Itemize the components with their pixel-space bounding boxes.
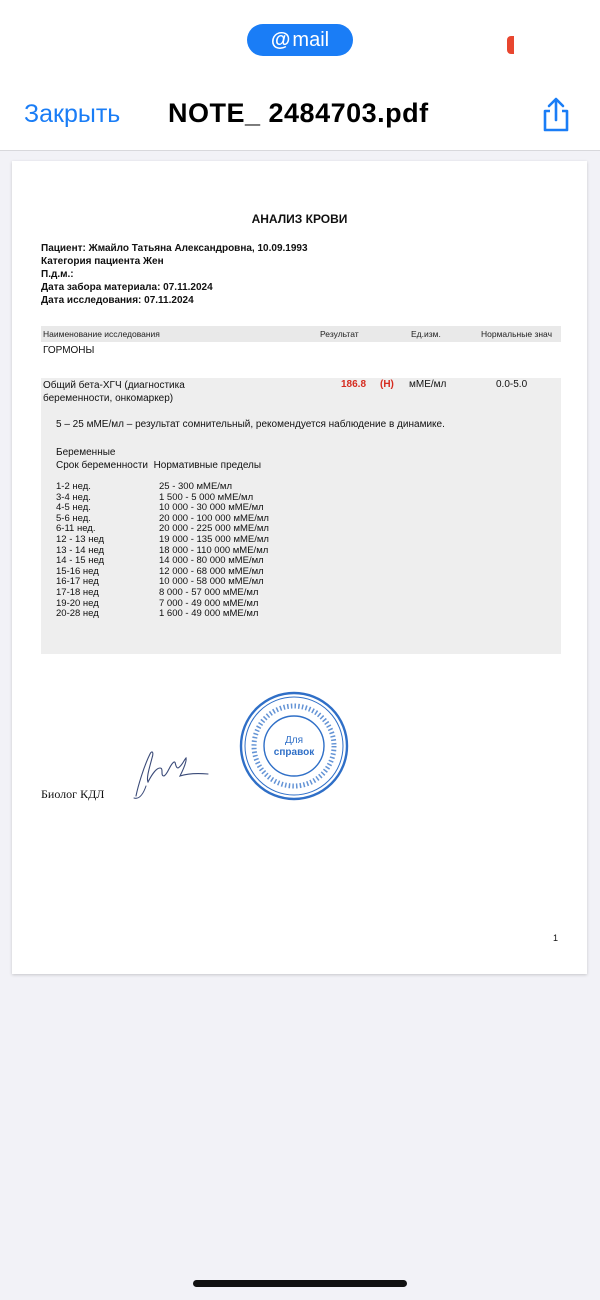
svg-text:справок: справок bbox=[273, 747, 315, 758]
header-normal: Нормальные знач bbox=[481, 329, 553, 339]
range-value: 1 600 - 49 000 мМЕ/мл bbox=[159, 608, 259, 620]
range-value: 14 000 - 80 000 мМЕ/мл bbox=[159, 555, 264, 567]
share-icon bbox=[538, 96, 574, 136]
range-week: 12 - 13 нед bbox=[56, 533, 105, 545]
patient-line: Дата забора материала: 07.11.2024 bbox=[41, 282, 213, 293]
file-title: NOTE_ 2484703.pdf bbox=[168, 98, 429, 128]
range-week: 6-11 нед. bbox=[56, 523, 96, 535]
range-value: 19 000 - 135 000 мМЕ/мл bbox=[159, 533, 269, 545]
range-week: 14 - 15 нед bbox=[56, 555, 105, 567]
pregnancy-heading bbox=[56, 446, 261, 472]
pregnancy-columns bbox=[56, 459, 261, 472]
home-indicator[interactable] bbox=[193, 1280, 407, 1287]
test-note: 5 – 25 мМЕ/мл – результат сомнительный, рекомендуется наблюдение в динамике. bbox=[56, 419, 445, 430]
pdf-page[interactable] bbox=[12, 161, 587, 974]
range-value: 18 000 - 110 000 мМЕ/мл bbox=[159, 544, 269, 556]
range-value: 20 000 - 100 000 мМЕ/мл bbox=[159, 512, 269, 524]
result-block bbox=[41, 378, 561, 654]
header-name: Наименование исследования bbox=[43, 329, 160, 339]
range-value: 7 000 - 49 000 мМЕ/мл bbox=[159, 597, 259, 609]
test-name-line: Общий бета-ХГЧ (диагностика bbox=[43, 380, 185, 391]
range-week: 13 - 14 нед bbox=[56, 544, 105, 556]
patient-line: Категория пациента Жен bbox=[41, 256, 164, 267]
col-limits: Нормативные пределы bbox=[153, 460, 262, 471]
pregnancy-title: Беременные bbox=[56, 447, 116, 458]
range-value: 25 - 300 мМЕ/мл bbox=[159, 481, 232, 492]
patient-line: Пациент: Жмайло Татьяна Александровна, 10.09.1993 bbox=[41, 243, 308, 254]
stamp-seal bbox=[238, 690, 350, 802]
test-result-value: 186.8 bbox=[341, 379, 367, 390]
range-value: 20 000 - 225 000 мМЕ/мл bbox=[159, 523, 269, 535]
recording-indicator-icon bbox=[507, 36, 514, 54]
patient-line: Дата исследования: 07.11.2024 bbox=[41, 295, 194, 306]
top-bar bbox=[0, 0, 600, 151]
page-number: 1 bbox=[553, 933, 559, 943]
test-name-line: беременности, онкомаркер) bbox=[43, 393, 174, 404]
range-week: 15-16 нед bbox=[56, 565, 99, 577]
range-value: 1 500 - 5 000 мМЕ/мл bbox=[159, 491, 254, 503]
document-title: АНАЛИЗ КРОВИ bbox=[251, 212, 348, 226]
header-unit: Ед.изм. bbox=[411, 329, 441, 339]
test-normal-range: 0.0-5.0 bbox=[496, 379, 528, 390]
range-week: 20-28 нед bbox=[56, 608, 99, 620]
range-value: 8 000 - 57 000 мМЕ/мл bbox=[159, 586, 259, 598]
signature-image bbox=[130, 746, 210, 801]
test-result-unit: мМЕ/мл bbox=[409, 379, 447, 390]
test-name bbox=[43, 379, 185, 405]
mail-badge[interactable] bbox=[247, 24, 353, 56]
header-result: Результат bbox=[320, 329, 359, 339]
section-title: ГОРМОНЫ bbox=[43, 345, 95, 356]
close-button[interactable]: Закрыть bbox=[24, 100, 121, 128]
svg-text:Для: Для bbox=[284, 735, 304, 746]
range-week: 19-20 нед bbox=[56, 597, 99, 609]
range-value: 12 000 - 68 000 мМЕ/мл bbox=[159, 565, 264, 577]
share-button[interactable] bbox=[538, 96, 574, 136]
results-table-header bbox=[41, 326, 561, 342]
signer-title: Биолог КДЛ bbox=[41, 787, 105, 801]
col-term: Срок беременности bbox=[56, 460, 149, 471]
range-value: 10 000 - 58 000 мМЕ/мл bbox=[159, 576, 264, 588]
range-week: 16-17 нед bbox=[56, 576, 99, 588]
range-value: 10 000 - 30 000 мМЕ/мл bbox=[159, 502, 264, 514]
range-week: 3-4 нед. bbox=[56, 491, 91, 503]
patient-line: П.д.м.: bbox=[41, 269, 74, 280]
at-icon: @ bbox=[270, 29, 291, 51]
mail-badge-label: mail bbox=[292, 29, 330, 51]
range-week: 17-18 нед bbox=[56, 586, 99, 598]
patient-info bbox=[41, 242, 308, 307]
range-week: 5-6 нед. bbox=[56, 512, 91, 524]
test-result-flag: (Н) bbox=[380, 379, 394, 390]
range-week: 4-5 нед. bbox=[56, 502, 91, 514]
range-week: 1-2 нед. bbox=[56, 481, 91, 492]
